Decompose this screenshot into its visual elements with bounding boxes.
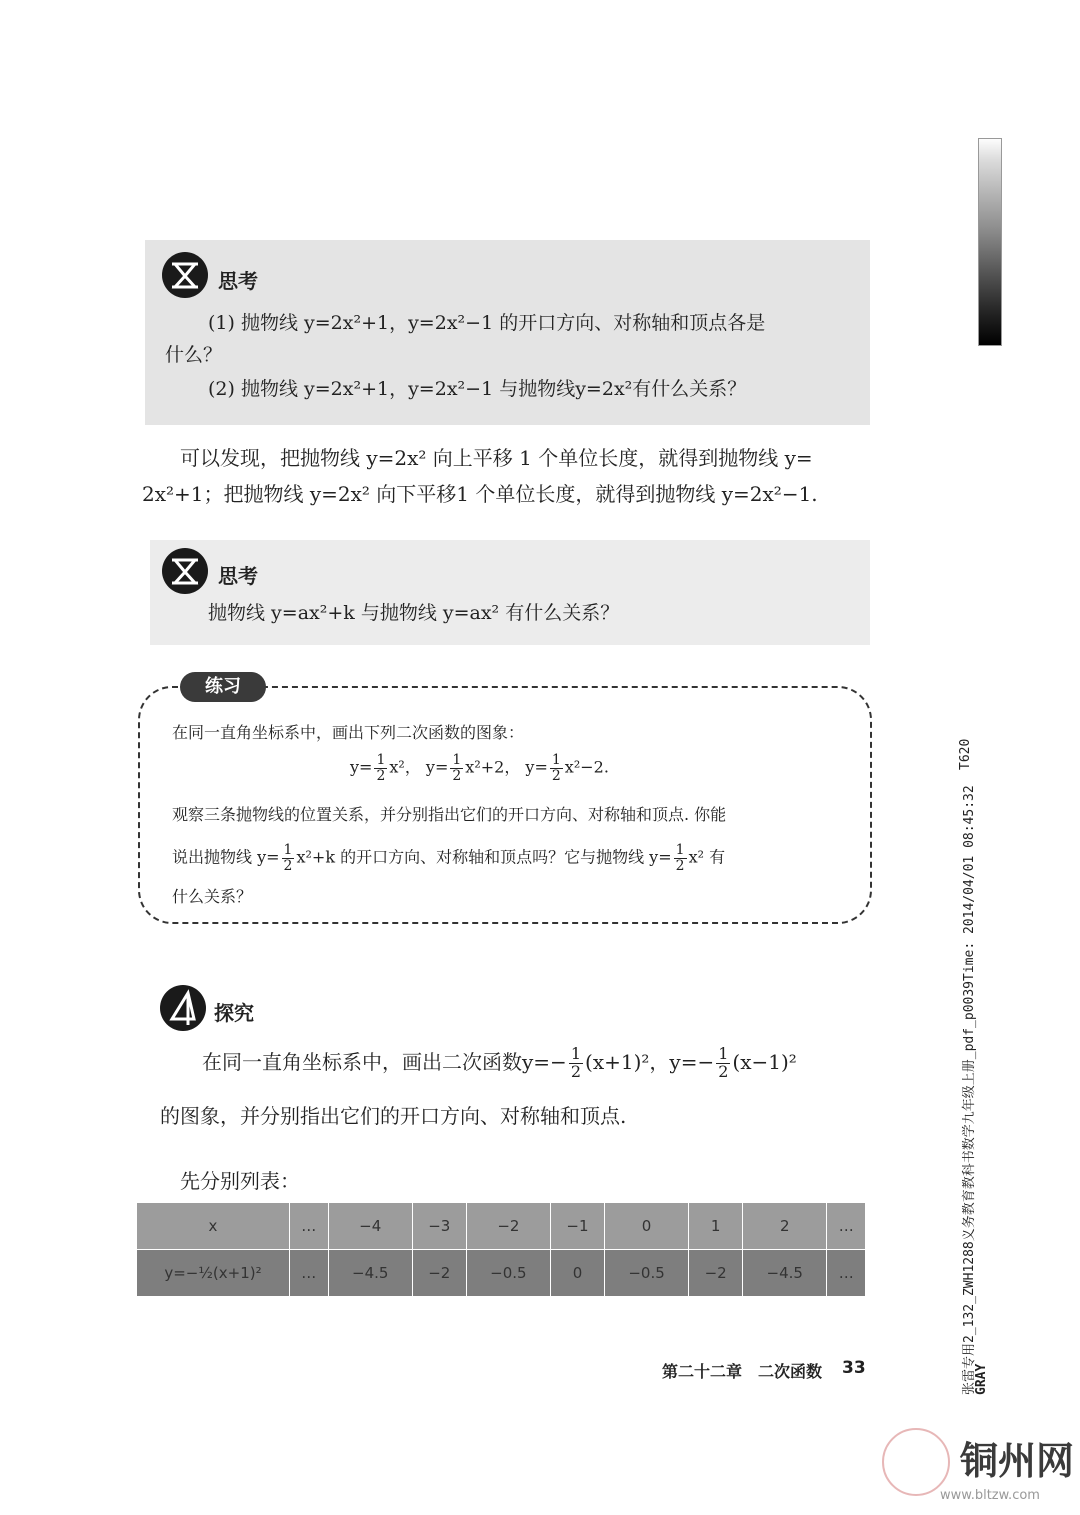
think-title-1: 思考 xyxy=(218,269,258,293)
explore-line3: 先分别列表： xyxy=(180,1169,300,1193)
exercise-line5: 什么关系？ xyxy=(172,887,253,906)
fraction xyxy=(450,753,463,783)
frac-den: 2 xyxy=(551,767,561,784)
fraction xyxy=(569,1046,583,1081)
line4-a: 说出抛物线 y= xyxy=(172,847,280,867)
table-cell: … xyxy=(290,1203,329,1250)
eq2-pre: y= xyxy=(425,757,449,777)
think-icon xyxy=(162,252,208,298)
value-table xyxy=(136,1202,866,1297)
table-cell: 1 xyxy=(689,1203,743,1250)
think2-question: 抛物线 y=ax²+k 与抛物线 y=ax² 有什么关系？ xyxy=(208,602,620,624)
table-cell: −2 xyxy=(689,1250,743,1297)
watermark-seal xyxy=(882,1428,950,1496)
table-cell: 0 xyxy=(604,1203,688,1250)
frac-den: 2 xyxy=(452,767,462,784)
footer-chapter: 第二十二章 二次函数 xyxy=(662,1362,823,1381)
fraction xyxy=(282,843,295,873)
eq1-post: x²， xyxy=(389,757,421,777)
table-cell: 0 xyxy=(551,1250,605,1297)
scan-gray-strip xyxy=(978,138,1002,346)
eq3-post: x²−2. xyxy=(564,757,609,777)
frac-den: 2 xyxy=(718,1062,729,1081)
side-timestamp: 张雷专用2_132_ZWH1288义务教育教科书数学九年级上册_pdf_p0039Time: 2014/04/01 08:45:32 xyxy=(962,785,977,1395)
explore-icon xyxy=(160,985,206,1031)
fraction xyxy=(716,1046,730,1081)
think-icon xyxy=(162,548,208,594)
think1-q1b: 什么？ xyxy=(165,344,223,366)
frac-num: 1 xyxy=(570,1044,582,1064)
table-cell: −4.5 xyxy=(743,1250,827,1297)
table-cell: 2 xyxy=(743,1203,827,1250)
exercise-equations xyxy=(350,753,609,783)
frac-num: 1 xyxy=(376,752,386,768)
fraction xyxy=(374,753,387,783)
frac-num: 1 xyxy=(283,842,293,858)
table-cell: −0.5 xyxy=(466,1250,550,1297)
frac-num: 1 xyxy=(675,842,685,858)
frac-den: 2 xyxy=(570,1062,582,1081)
table-cell: … xyxy=(290,1250,329,1297)
explore-line1 xyxy=(202,1046,797,1081)
line4-b: x²+k 的开口方向、对称轴和顶点吗？它与抛物线 y= xyxy=(296,847,672,867)
exercise-line4 xyxy=(172,843,725,873)
table-cell: −4 xyxy=(328,1203,412,1250)
table-cell: −0.5 xyxy=(604,1250,688,1297)
frac-num: 1 xyxy=(718,1044,729,1064)
explore-line2: 的图象，并分别指出它们的开口方向、对称轴和顶点. xyxy=(160,1104,627,1128)
table-cell: … xyxy=(827,1250,866,1297)
para1-line2: 2x²+1；把抛物线 y=2x² 向下平移1 个单位长度，就得到抛物线 y=2x²−1. xyxy=(142,482,818,506)
exercise-badge-label: 练习 xyxy=(205,676,241,697)
exercise-line3: 观察三条抛物线的位置关系，并分别指出它们的开口方向、对称轴和顶点. 你能 xyxy=(172,805,727,824)
frac-num: 1 xyxy=(452,752,462,768)
think1-q2: (2) 抛物线 y=2x²+1，y=2x²−1 与抛物线y=2x²有什么关系？ xyxy=(208,378,747,400)
exercise-badge xyxy=(180,672,266,702)
table-cell: −3 xyxy=(412,1203,466,1250)
frac-den: 2 xyxy=(376,767,386,784)
frac-den: 2 xyxy=(283,857,293,874)
table-row xyxy=(137,1250,866,1297)
page-number: 33 xyxy=(842,1358,866,1378)
eq2-post: x²+2， xyxy=(465,757,521,777)
side-gray: GRAY xyxy=(974,1363,989,1395)
explore-line1-b: (x+1)²，y=− xyxy=(585,1050,715,1074)
table-cell: −2 xyxy=(466,1203,550,1250)
watermark-url: www.bltzw.com xyxy=(940,1488,1040,1503)
para1-line1: 可以发现，把抛物线 y=2x² 向上平移 1 个单位长度，就得到抛物线 y= xyxy=(180,446,813,470)
explore-line1-c: (x−1)² xyxy=(732,1050,797,1074)
table-cell: −4.5 xyxy=(328,1250,412,1297)
watermark-site: 铜州网 xyxy=(960,1439,1075,1483)
frac-den: 2 xyxy=(675,857,685,874)
eq1-pre: y= xyxy=(350,757,373,777)
table-cell: x xyxy=(137,1203,290,1250)
explore-line1-a: 在同一直角坐标系中，画出二次函数y=− xyxy=(202,1050,567,1074)
table-cell: −1 xyxy=(551,1203,605,1250)
eq3-pre: y= xyxy=(525,757,548,777)
table-cell: y=−½(x+1)² xyxy=(137,1250,290,1297)
line4-c: x² 有 xyxy=(688,847,726,867)
fraction xyxy=(550,753,563,783)
think-box-2 xyxy=(150,540,870,645)
frac-num: 1 xyxy=(551,752,561,768)
exercise-line1: 在同一直角坐标系中，画出下列二次函数的图象： xyxy=(172,723,525,742)
table-cell: … xyxy=(827,1203,866,1250)
explore-title: 探究 xyxy=(214,1001,254,1025)
think1-q1a: (1) 抛物线 y=2x²+1，y=2x²−1 的开口方向、对称轴和顶点各是 xyxy=(208,312,766,334)
side-code: T620 xyxy=(958,738,973,770)
table-row xyxy=(137,1203,866,1250)
fraction xyxy=(674,843,687,873)
table-cell: −2 xyxy=(412,1250,466,1297)
think-title-2: 思考 xyxy=(218,564,258,588)
